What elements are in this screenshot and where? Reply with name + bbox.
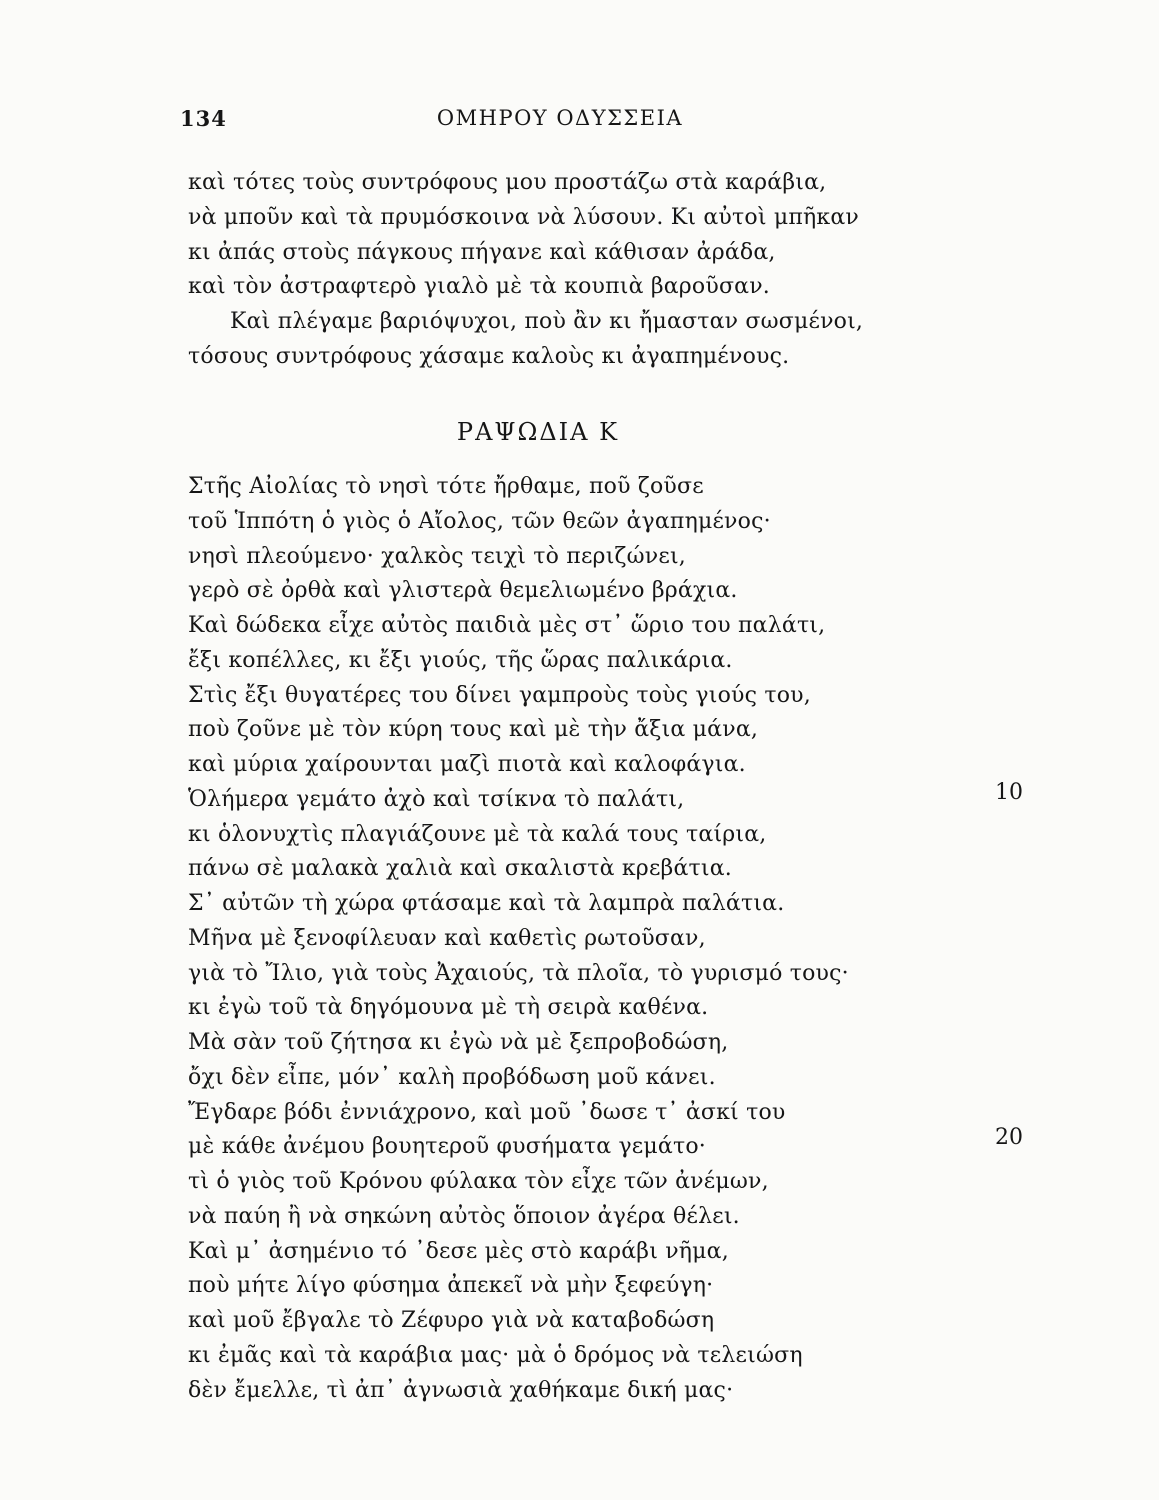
line-number-10: 10 xyxy=(995,780,1023,805)
verse-line: τοῦ Ἱππότη ὁ γιὸς ὁ Αἴολος, τῶν θεῶν ἀγαπημένος· xyxy=(188,508,771,534)
verse-line: Στὶς ἔξι θυγατέρες του δίνει γαμπροὺς τοὺς γιούς του, xyxy=(188,682,811,708)
verse-line: νὰ παύη ἢ νὰ σηκώνη αὐτὸς ὅποιον ἀγέρα θέλει. xyxy=(188,1203,740,1229)
verse-line: καὶ μοῦ ἔβγαλε τὸ Ζέφυρο γιὰ νὰ καταβοδώση xyxy=(188,1308,715,1333)
verse-line: γιὰ τὸ Ἴλιο, γιὰ τοὺς Ἀχαιούς, τὰ πλοῖα, τὸ γυρισμό τους· xyxy=(188,960,849,986)
line-number-20: 20 xyxy=(995,1125,1023,1150)
verse-line: νησὶ πλεούμενο· χαλκὸς τειχὶ τὸ περιζώνει, xyxy=(188,543,686,569)
verse-line: ἔξι κοπέλλες, κι ἔξι γιούς, τῆς ὥρας παλικάρια. xyxy=(188,647,733,673)
verse-line: καὶ μύρια χαίρουνται μαζὶ πιοτὰ καὶ καλοφάγια. xyxy=(188,752,746,777)
verse-line: τὶ ὁ γιὸς τοῦ Κρόνου φύλακα τὸν εἶχε τῶν ἀνέμων, xyxy=(188,1169,769,1194)
verse-line: Καὶ δώδεκα εἶχε αὐτὸς παιδιὰ μὲς στ᾽ ὥριο του παλάτι, xyxy=(188,613,826,638)
verse-line: πάνω σὲ μαλακὰ χαλιὰ καὶ σκαλιστὰ κρεβάτια. xyxy=(188,856,732,882)
verse-line: Μὰ σὰν τοῦ ζήτησα κι ἐγὼ νὰ μὲ ξεπροβοδώση, xyxy=(188,1030,729,1055)
verse-line: Καὶ μ᾽ ἀσημένιο τό ᾽δεσε μὲς στὸ καράβι νῆμα, xyxy=(188,1238,729,1264)
verse-line: Μῆνα μὲ ξενοφίλευαν καὶ καθετὶς ρωτοῦσαν, xyxy=(188,925,706,951)
verse-line: μὲ κάθε ἀνέμου βουητεροῦ φυσήματα γεμάτο· xyxy=(188,1134,706,1160)
verse-line: κι ἐμᾶς καὶ τὰ καράβια μας· μὰ ὁ δρόμος νὰ τελειώση xyxy=(188,1342,803,1368)
chapter-title: ΡΑΨΩΔΙΑ Κ xyxy=(456,418,620,446)
page-header xyxy=(180,106,980,146)
chapter-text xyxy=(188,470,948,1408)
verse-line: Σ᾽ αὐτῶν τὴ χώρα φτάσαμε καὶ τὰ λαμπρὰ παλάτια. xyxy=(188,891,785,916)
verse-line: κι ἀπάς στοὺς πάγκους πήγανε καὶ κάθισαν ἀράδα, xyxy=(188,239,776,265)
page-number: 134 xyxy=(180,106,227,131)
verse-line: γερὸ σὲ ὀρθὰ καὶ γλιστερὰ θεμελιωμένο βράχια. xyxy=(188,578,738,604)
running-title: ΟΜΗΡΟΥ ΟΔΥΣΣΕΙΑ xyxy=(436,106,684,130)
verse-line: τόσους συντρόφους χάσαμε καλοὺς κι ἀγαπημένους. xyxy=(188,343,790,369)
verse-line: Καὶ πλέγαμε βαριόψυχοι, ποὺ ἂν κι ἤμασταν σωσμένοι, xyxy=(230,309,864,335)
verse-line: ποὺ μήτε λίγο φύσημα ἀπεκεῖ νὰ μὴν ξεφεύγη· xyxy=(188,1273,714,1299)
verse-line: Ὁλήμερα γεμάτο ἀχὸ καὶ τσίκνα τὸ παλάτι, xyxy=(188,786,685,812)
verse-line: ποὺ ζοῦνε μὲ τὸν κύρη τους καὶ μὲ τὴν ἄξια μάνα, xyxy=(188,717,759,743)
previous-section-ending xyxy=(188,166,948,375)
verse-line: δὲν ἔμελλε, τὶ ἀπ᾽ ἀγνωσιὰ χαθήκαμε δική μας· xyxy=(188,1377,734,1403)
verse-line: Στῆς Αἰολίας τὸ νησὶ τότε ἤρθαμε, ποῦ ζοῦσε xyxy=(188,474,704,499)
verse-line: ὄχι δὲν εἶπε, μόν᾽ καλὴ προβόδωση μοῦ κάνει. xyxy=(188,1064,716,1090)
verse-line: κι ὁλονυχτὶς πλαγιάζουνε μὲ τὰ καλά τους ταίρια, xyxy=(188,821,767,847)
verse-line: νὰ μποῦν καὶ τὰ πρυμόσκοινα νὰ λύσουν. Κι αὐτοὶ μπῆκαν xyxy=(188,204,859,230)
verse-line: Ἔγδαρε βόδι ἐννιάχρονο, καὶ μοῦ ᾽δωσε τ᾽ ἀσκί του xyxy=(188,1099,786,1125)
verse-line: κι ἐγὼ τοῦ τὰ δηγόμουνα μὲ τὴ σειρὰ καθένα. xyxy=(188,995,709,1021)
verse-line: καὶ τὸν ἀστραφτερὸ γιαλὸ μὲ τὰ κουπιὰ βαροῦσαν. xyxy=(188,274,770,300)
verse-line: καὶ τότες τοὺς συντρόφους μου προστάζω στὰ καράβια, xyxy=(188,170,827,195)
